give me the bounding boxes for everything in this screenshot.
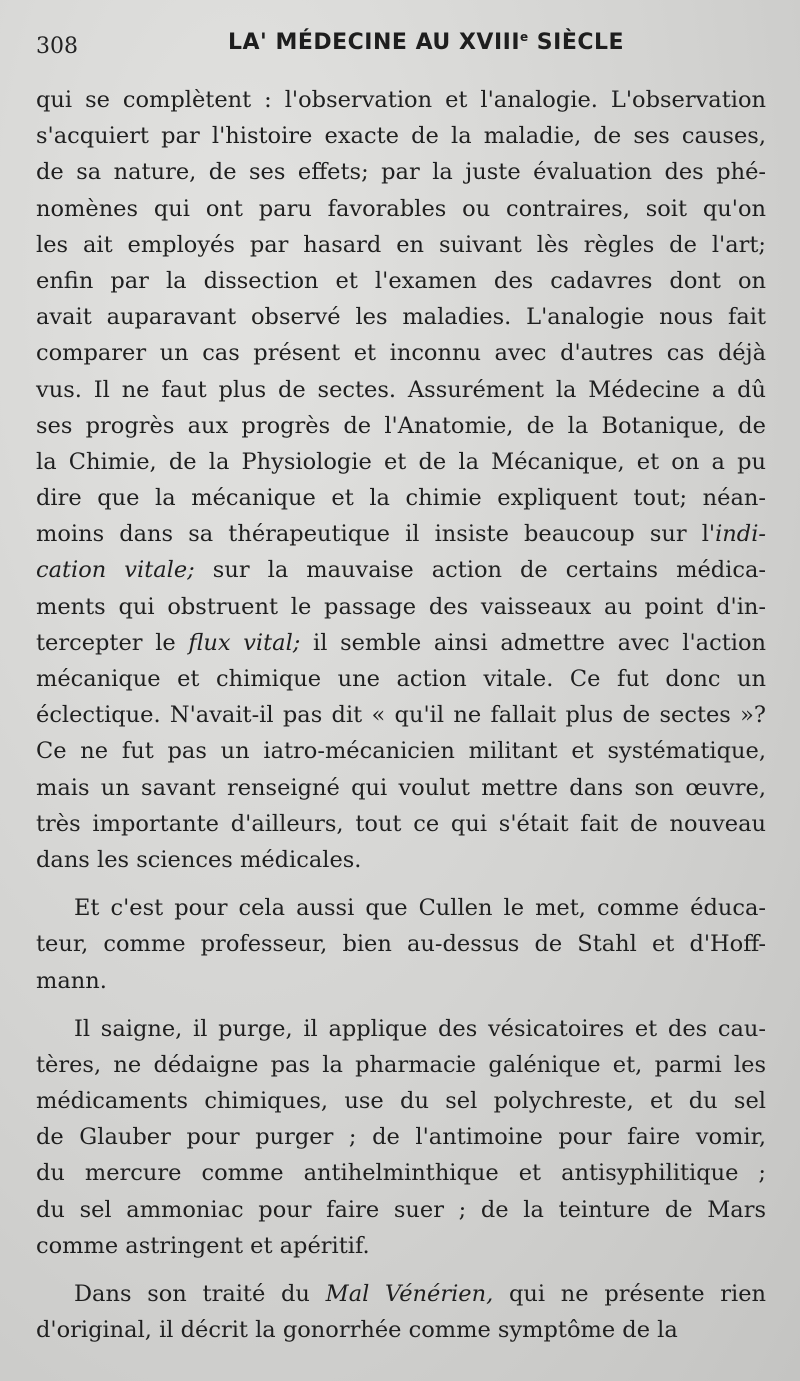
text-line: du sel ammoniac pour faire suer ; de la teinture de Mars <box>36 1196 766 1223</box>
text-line: éclectique. N'avait-il pas dit « qu'il ne fallait plus de sectes »? <box>36 702 766 729</box>
text-line: de Glauber pour purger ; de l'antimoine pour faire vomir, <box>36 1124 766 1151</box>
text-line: ments qui obstruent le passage des vaisseaux au point d'in- <box>36 593 766 620</box>
running-head-tail: SIÈCLE <box>528 30 625 55</box>
text-line: Dans son traité du Mal Vénérien, qui ne présente rien <box>74 1281 766 1307</box>
text-line: Ce ne fut pas un iatro-mécanicien militant et systématique, <box>36 738 766 765</box>
text-line: comme astringent et apéritif. <box>36 1232 370 1259</box>
text-line: mann. <box>36 967 107 994</box>
running-head-text: LA' MÉDECINE AU XVIII <box>228 30 520 55</box>
page-header <box>36 30 776 62</box>
text-line: dans les sciences médicales. <box>36 846 362 873</box>
text-line: cation vitale; sur la mauvaise action de certains médica- <box>36 557 766 584</box>
text-line: nomènes qui ont paru favorables ou contraires, soit qu'on <box>36 195 766 222</box>
text-line: tercepter le flux vital; il semble ainsi admettre avec l'action <box>36 629 766 656</box>
text-line: mécanique et chimique une action vitale. Ce fut donc un <box>36 666 766 692</box>
paragraph-p4 <box>36 1276 766 1348</box>
running-head <box>228 30 624 55</box>
text-line: de sa nature, de ses effets; par la juste évaluation des phé- <box>36 159 766 186</box>
text-line: mais un savant renseigné qui voulut mettre dans son œuvre, <box>36 774 766 801</box>
paragraph-p3 <box>36 1011 766 1264</box>
running-head-superscript: e <box>520 30 529 44</box>
text-line: teur, comme professeur, bien au-dessus de Stahl et d'Hoff- <box>36 931 766 958</box>
text-line: la Chimie, de la Physiologie et de la Mécanique, et on a pu <box>36 448 766 475</box>
text-line: enfin par la dissection et l'examen des cadavres dont on <box>36 267 766 294</box>
text-line: ses progrès aux progrès de l'Anatomie, de la Botanique, de <box>36 412 766 439</box>
text-line: moins dans sa thérapeutique il insiste beaucoup sur l'indi- <box>36 521 766 548</box>
text-line: Il saigne, il purge, il applique des vésicatoires et des cau- <box>74 1015 766 1042</box>
text-line: d'original, il décrit la gonorrhée comme symptôme de la <box>36 1317 678 1344</box>
text-line: vus. Il ne faut plus de sectes. Assurément la Médecine a dû <box>36 376 766 403</box>
paragraph-p1 <box>36 82 766 878</box>
page-number: 308 <box>36 34 78 59</box>
paragraph-gap <box>36 1264 766 1276</box>
text-line: les ait employés par hasard en suivant lès règles de l'art; <box>36 231 766 258</box>
text-line: s'acquiert par l'histoire exacte de la maladie, de ses causes, <box>36 123 766 150</box>
text-line: très importante d'ailleurs, tout ce qui s'était fait de nouveau <box>36 810 766 837</box>
text-line: dire que la mécanique et la chimie expliquent tout; néan- <box>36 485 766 512</box>
text-line: qui se complètent : l'observation et l'analogie. L'observation <box>36 87 766 113</box>
text-line: du mercure comme antihelminthique et antisyphilitique ; <box>36 1160 766 1187</box>
body-text <box>36 82 766 1348</box>
text-line: Et c'est pour cela aussi que Cullen le met, comme éduca- <box>74 895 766 922</box>
paragraph-gap <box>36 999 766 1011</box>
text-line: avait auparavant observé les maladies. L'analogie nous fait <box>36 304 766 331</box>
paragraph-p2 <box>36 890 766 999</box>
text-line: comparer un cas présent et inconnu avec d'autres cas déjà <box>36 340 766 367</box>
paragraph-gap <box>36 878 766 890</box>
text-line: médicaments chimiques, use du sel polychreste, et du sel <box>36 1088 766 1115</box>
text-line: tères, ne dédaigne pas la pharmacie galénique et, parmi les <box>36 1051 766 1078</box>
